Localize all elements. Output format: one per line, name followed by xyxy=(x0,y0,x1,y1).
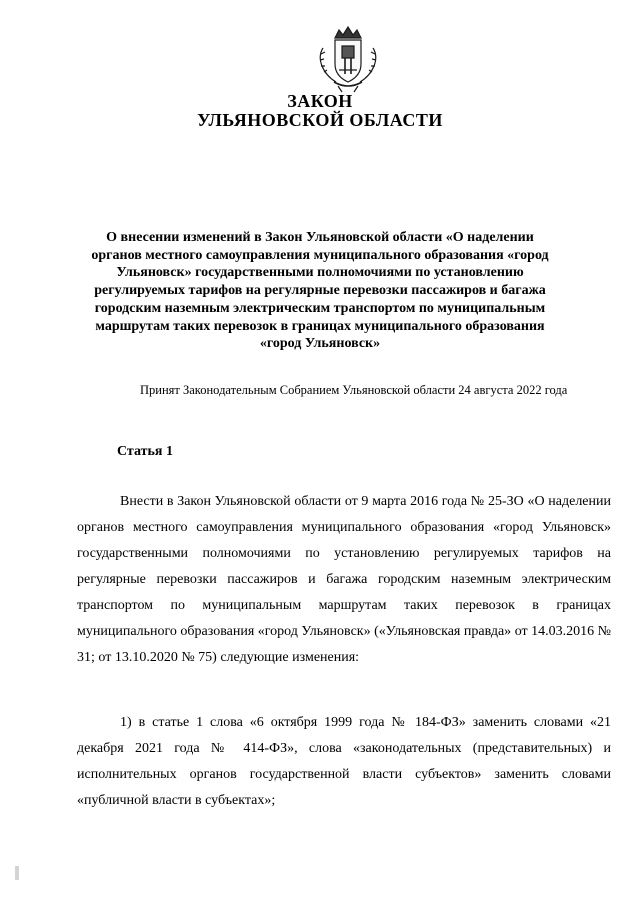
document-type-heading: ЗАКОН xyxy=(287,91,353,111)
coat-of-arms-emblem xyxy=(315,24,381,94)
scan-artifact xyxy=(15,866,19,880)
article-intro-paragraph: Внести в Закон Ульяновской области от 9 марта 2016 года № 25-ЗО «О наделении органов местного самоуправления муниципального образования «город Ульяновск» государственными полномочиями по установлению регулируемых тарифов на регулярные перевозки пассажиров и багажа городским наземным электрическим транспортом по муниципальным маршрутам таких перевозок в границах муниципального образования «город Ульяновск» («Ульяновская правда» от 14.03.2016 № 31; от 13.10.2020 № 75) следующие изменения: xyxy=(77,494,611,665)
adoption-note: Принят Законодательным Собранием Ульяновской области 24 августа 2022 года xyxy=(140,383,568,397)
article-item-1: 1) в статье 1 слова «6 октября 1999 года № 184-ФЗ» заменить словами «21 декабря 2021 года № 414-ФЗ», слова «законодательных (представительных) и исполнительных органов государственной власти субъектов» заменить словами «публичной власти в субъектах»; xyxy=(77,715,611,808)
law-title: О внесении изменений в Закон Ульяновской области «О наделении органов местного самоуправления муниципального образования «город Ульяновск» государственными полномочиями по установлению регулируемых тарифов на регулярные перевозки пассажиров и багажа городским наземным электрическим транспортом по муниципальным маршрутам таких перевозок в границах муниципального образования «город Ульяновск» xyxy=(91,230,549,352)
article-heading: Статья 1 xyxy=(117,444,173,459)
region-heading: УЛЬЯНОВСКОЙ ОБЛАСТИ xyxy=(197,110,443,130)
